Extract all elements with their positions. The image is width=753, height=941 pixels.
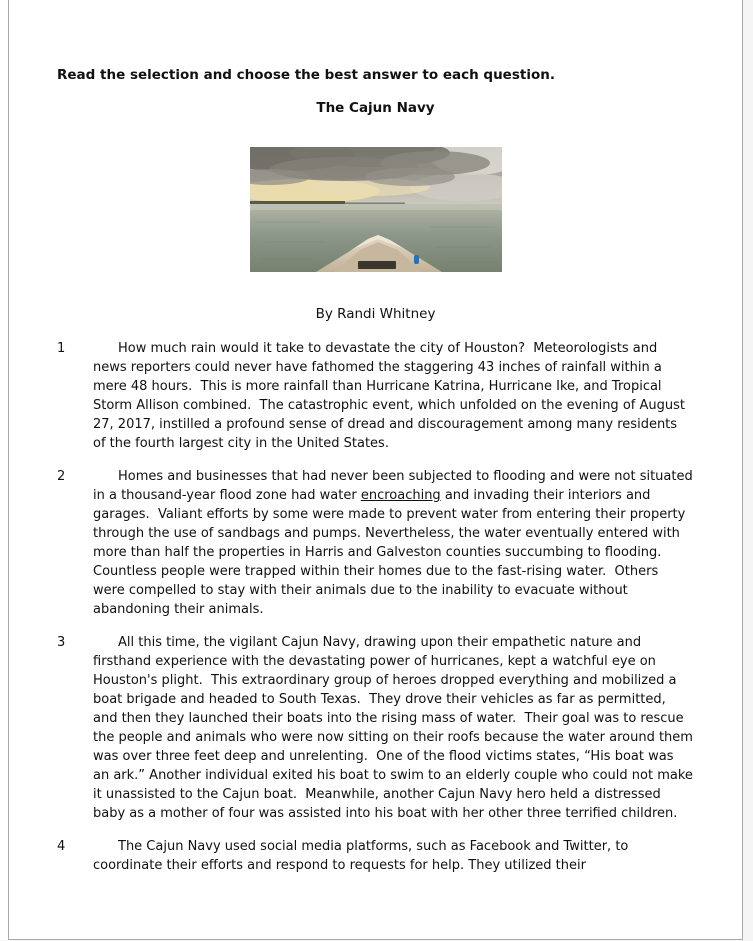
instruction-text: Read the selection and choose the best answer to each question. [57,67,555,83]
left-margin-strip [0,0,8,940]
paragraph-4-number: 4 [57,839,66,854]
passage-title: The Cajun Navy [316,100,435,116]
paragraph-1-text-span: How much rain would it take to devastate the city of Houston? Meteorologists and news reporters could never have fathomed the staggering 43 inches of rainfall within a mere 48 hours. This is more rainfall than Hurricane Katrina, Hurricane Ike, and Tropical Storm Allison combined. The catastrophic event, which unfolded on the evening of August 27, 2017, instilled a profound sense of dread and discouragement among many residents of the fourth largest city in the United States. [93,341,690,451]
passage-body [57,339,698,875]
paragraph-3 [57,633,698,823]
page-content [9,0,742,875]
passage-byline: By Randi Whitney [315,306,436,322]
document-page [8,0,743,940]
paragraph-2-number: 2 [57,469,66,484]
underlined-vocabulary-word: encroaching [360,488,441,503]
paragraph-4 [57,837,694,875]
paragraph-2 [57,467,697,619]
paragraph-3-text [93,633,698,823]
paragraph-1-number: 1 [57,341,66,356]
paragraph-4-text [93,837,693,875]
paragraph-2-text [93,467,697,619]
passage-photo [250,147,502,272]
boat-bow-on-open-water-photo [250,147,502,272]
paragraph-4-text-span: The Cajun Navy used social media platforms, such as Facebook and Twitter, to coordinate their efforts and respond to requests for help. They utilized their [93,839,633,873]
paragraph-2-text-before: Homes and businesses that had never been subjected to flooding and were not situated in a thousand-year flood zone had water [93,469,697,503]
paragraph-3-text-span: All this time, the vigilant Cajun Navy, drawing upon their empathetic nature and firsthand experience with the devastating power of hurricanes, kept a watchful eye on Houston's plight. This extraordinary group of heroes dropped everything and mobilized a boat brigade and headed to South Texas. They drove their vehicles as far as permitted, and then they launched their boats into the rising mass of water. Their goal was to rescue the people and animals who were now sitting on their roofs because the water around them was over three feet deep and unrelenting. One of the flood victims states, “His boat was an ark.” Another individual exited his boat to swim to an elderly couple who could not make it unassisted to the Cajun boat. Meanwhile, another Cajun Navy hero held a distressed baby as a mother of four was assisted into his boat with her other three terrified children. [93,635,698,821]
paragraph-1 [57,339,694,453]
paragraph-2-text-after: and invading their interiors and garages. Valiant efforts by some were made to prevent water from entering their property through the use of sandbags and pumps. Nevertheless, the water eventually entered with more than half the properties in Harris and Galveston counties succumbing to flooding. Countless people were trapped within their homes due to the fast-rising water. Others were compelled to stay with their animals due to the inability to evacuate without abandoning their animals. [93,488,690,617]
paragraph-3-number: 3 [57,635,66,650]
paragraph-1-text [93,339,693,453]
